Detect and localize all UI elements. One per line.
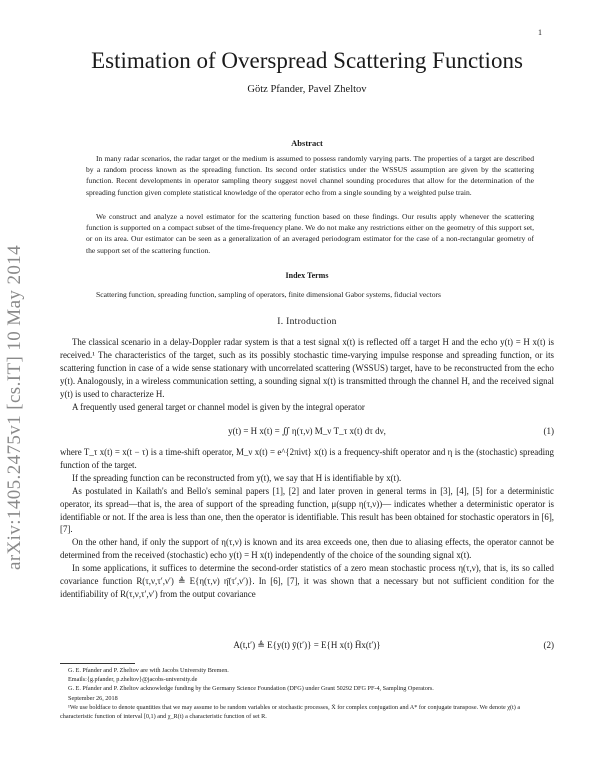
abstract-text-1: In many radar scenarios, the radar target or the medium is assumed to possess randomly varying parts. The properties of a target are described by a random process known as the spreading function. Its second order statistics under the WSSUS assumption are given by the scattering function. Recent developments in operator sampling theory suggest novel channel sounding procedures that allow for the determination of the spreading function given complete statistical knowledge of the operator echo from a single sounding by a weighted pulse train. — [86, 154, 534, 197]
footnotes — [60, 666, 554, 721]
equation-1-body: y(t) = H x(t) = ∬ η(τ,ν) M_ν T_τ x(t) dτ dν, — [228, 426, 386, 436]
arxiv-identifier: arXiv:1405.2475v1 [cs.IT] 10 May 2014 — [4, 244, 25, 570]
paper-authors: Götz Pfander, Pavel Zheltov — [247, 84, 367, 95]
footnote-funding: G. E. Pfander and P. Zheltov acknowledge funding by the Germany Science Foundation (DFG) under Grant 50292 DFG PF-4, Sampling Operators. — [68, 685, 434, 693]
footnote-notation: ¹We use boldface to denote quantities that we may assume to be random variables or stochastic processes, X̄ for complex conjugation and A* for conjugate transpose. We denote χ(t) a characteristic function of interval [0,1) and χ_R(t) a characteristic function of set R. — [60, 703, 521, 721]
index-terms-heading: Index Terms — [285, 271, 329, 280]
intro-block-2 — [60, 446, 554, 601]
abstract-heading: Abstract — [291, 138, 323, 148]
intro-paragraph-2: A frequently used general target or channel model is given by the integral operator — [72, 401, 365, 412]
intro-paragraph-7: In some applications, it suffices to determine the second-order statistics of a zero mean stochastic process η(τ,ν), that is, its so called covariance function R(τ,ν,τ′,ν′) ≜ E{η(τ,ν) η̄(τ′,ν′)}. In [6], [7], it was shown that a necessary but not sufficient condition for the identifiability of R(τ,ν,τ′,ν′) from the output covariance — [60, 563, 554, 599]
intro-paragraph-5: As postulated in Kailath's and Bello's seminal papers [1], [2] and later proven in general terms in [3], [4], [5] for a deterministic operator, its spread—that is, the area of support of the spreading function, μ(supp η(τ,ν))— indicates whether a deterministic operator is identifiable or not. If the area is less than one, then the operator is identifiable. This result has been obtained for stochastic operators in [6], [7]. — [60, 485, 554, 535]
equation-2 — [60, 640, 554, 651]
abstract-paragraph-2 — [86, 211, 534, 256]
intro-paragraph-4: If the spreading function can be reconstructed from y(t), we say that H is identifiable by x(t). — [72, 472, 402, 483]
equation-2-number: (2) — [543, 640, 554, 650]
intro-paragraph-6: On the other hand, if only the support of η(τ,ν) is known and its area exceeds one, then due to aliasing effects, the operator cannot be determined from the received (stochastic) echo y(t) = H x(t) independently of the choice of the sounding signal x(t). — [60, 537, 554, 561]
footnote-emails: Emails:{g.pfander, p.zheltov}@jacobs-university.de — [68, 676, 198, 684]
footnote-date: September 26, 2018 — [68, 694, 118, 702]
equation-1-number: (1) — [543, 426, 554, 436]
abstract-text-2: We construct and analyze a novel estimator for the scattering function based on these findings. Our results apply whenever the scattering function is supported on a compact subset of the time-frequency plane. We do not make any restrictions either on the geometry of this support set, or on its area. Our estimator can be seen as a generalization of an averaged periodogram estimator for the case of a non-rectangular geometry of the support set of the scattering function. — [86, 212, 534, 255]
intro-paragraph-1: The classical scenario in a delay-Doppler radar system is that a test signal x(t) is reflected off a target H and the echo y(t) = H x(t) is received.¹ The characteristics of the target, such as its possibly stochastic time-varying impulse response and spreading function, or its scattering function in case of a wide sense stationary with uncorrelated scattering (WSSUS) target, have to be reconstructed from the echo y(t). Analogously, in a wireless communication setting, a sounding signal x(t) is transmitted through the channel H, and the received signal y(t) is used to characterize H. — [60, 337, 554, 399]
intro-block-1 — [60, 336, 554, 413]
section-heading-introduction: I. Introduction — [277, 317, 337, 327]
equation-2-body: A(t,t′) ≜ E{y(t) ȳ(t′)} = E{H x(t) H̄x(t′)} — [233, 640, 381, 650]
page-number: 1 — [538, 28, 542, 37]
equation-1 — [60, 426, 554, 437]
abstract-paragraph-1 — [86, 153, 534, 198]
paper-title: Estimation of Overspread Scattering Functions — [91, 48, 523, 73]
index-terms-text: Scattering function, spreading function, sampling of operators, finite dimensional Gabor systems, fiducial vectors — [96, 290, 442, 299]
intro-paragraph-3: where T_τ x(t) = x(t − τ) is a time-shift operator, M_ν x(t) = e^{2πiνt} x(t) is a frequency-shift operator and η is the (stochastic) spreading function of the target. — [60, 447, 554, 470]
footnote-affiliation: G. E. Pfander and P. Zheltov are with Jacobs University Bremen. — [68, 667, 229, 674]
footnote-divider — [60, 663, 135, 664]
